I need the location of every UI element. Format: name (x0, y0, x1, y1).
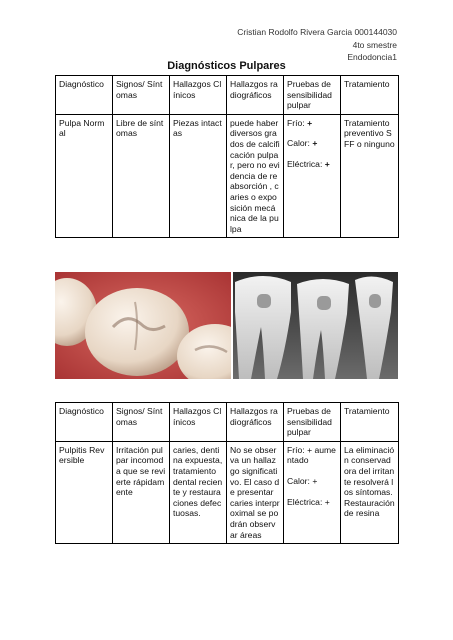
table-header-row (56, 76, 399, 115)
document-header (237, 26, 397, 64)
table-row (56, 114, 399, 238)
clinical-cell: caries, dentina expuesta, tratamiento dental reciente y restauraciones defectuosas. (170, 441, 227, 543)
column-header: Tratamiento (341, 403, 399, 442)
column-header: Hallazgos radiográficos (227, 76, 284, 115)
column-header: Signos/ Síntomas (113, 403, 170, 442)
radiographic-cell: No se observa un hallazgo significativo. El caso de presentar caries interproximal se podrán observar áreas (227, 441, 284, 543)
tests-cell (284, 441, 341, 543)
column-header: Hallazgos Clínicos (170, 76, 227, 115)
column-header: Hallazgos radiográficos (227, 403, 284, 442)
course-name: Endodoncia1 (347, 52, 397, 62)
signs-cell: Libre de síntomas (113, 114, 170, 238)
page-title: Diagnósticos Pulpares (167, 60, 286, 72)
test-electric: Eléctrica: + (287, 496, 330, 507)
test-heat: Calor: + (287, 138, 318, 149)
column-header: Hallazgos Clínicos (170, 403, 227, 442)
semester: 4to smestre (352, 39, 397, 50)
treatment-cell: Tratamiento preventivo SFF o ninguno (341, 114, 399, 238)
photo-row (55, 272, 398, 379)
molar-xray-image (233, 272, 398, 379)
test-cold: Frío: + (287, 117, 313, 128)
test-cold: Frío: + aumentado (287, 444, 336, 466)
diagnosis-table-reversible (55, 402, 399, 544)
column-header: Pruebas de sensibilidad pulpar (284, 76, 341, 115)
xray-icon (233, 272, 398, 379)
column-header: Diagnóstico (56, 76, 113, 115)
tests-cell (284, 114, 341, 238)
diagnosis-table-normal (55, 75, 399, 238)
author-name: Cristian Rodolfo Rivera Garcia 000144030 (237, 27, 397, 37)
column-header: Signos/ Síntomas (113, 76, 170, 115)
test-electric: Eléctrica: + (287, 158, 330, 169)
signs-cell: Irritación pulpar incomoda que se revierte rápidamente (113, 441, 170, 543)
column-header: Tratamiento (341, 76, 399, 115)
table-row (56, 441, 399, 543)
table-header-row (56, 403, 399, 442)
diagnosis-cell: Pulpitis Reversible (56, 441, 113, 543)
radiographic-cell: puede haber diversos grados de calcificación pulpar, pero no evidencia de reabsorción , caries o exposición mecánica de la pulpa (227, 114, 284, 238)
tooth-photo-icon (55, 272, 231, 379)
treatment-cell: La eliminación conservadora del irritante resolverá los síntomas. Restauración de resina (341, 441, 399, 543)
column-header: Pruebas de sensibilidad pulpar (284, 403, 341, 442)
clinical-cell: Piezas intactas (170, 114, 227, 238)
diagnosis-cell: Pulpa Normal (56, 114, 113, 238)
molar-clinical-photo (55, 272, 231, 379)
column-header: Diagnóstico (56, 403, 113, 442)
test-heat: Calor: + (287, 475, 318, 486)
